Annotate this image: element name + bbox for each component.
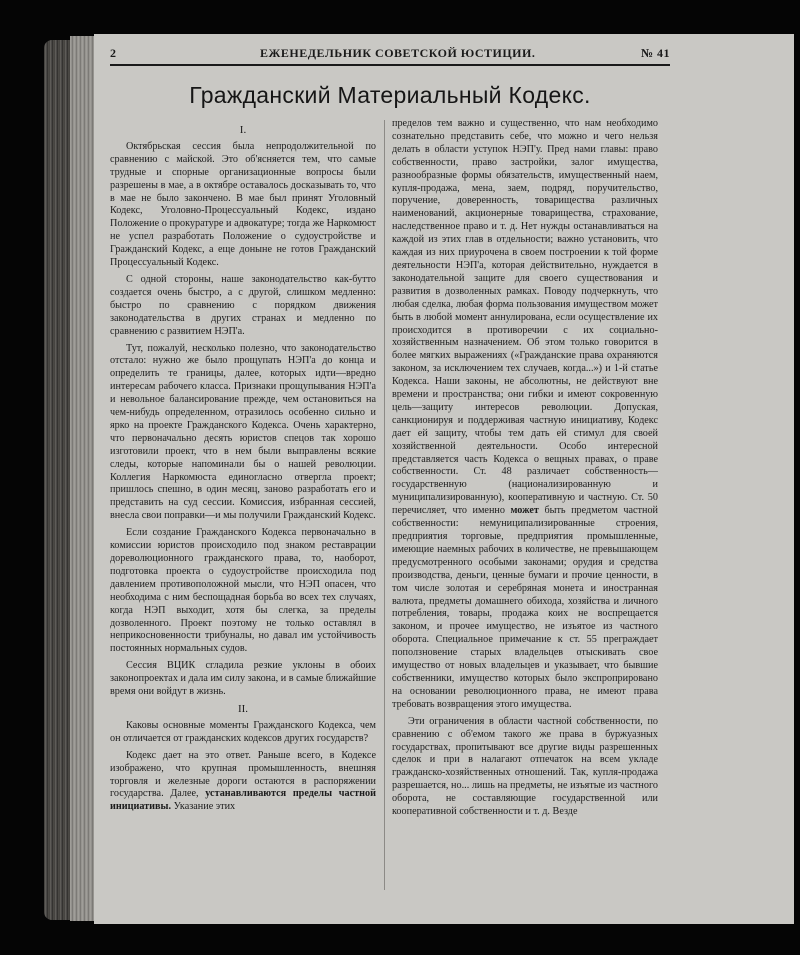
paragraph: Каковы основные моменты Гражданского Кодекса, чем он отличается от гражданских кодексов других государств? [110,719,376,744]
bold-text: устанавливаются пределы частной инициативы. [110,788,376,813]
paragraph: Если создание Гражданского Кодекса первоначально в комиссии юристов происходило под знаком реставрации дореволюционного гражданского права, то, наоборот, подготовка проекта о судоустройстве происходила под давлением противоположной мысли, что НЭП опасен, что необходима с ним беспощадная борьба во всех тех случаях, когда НЭП выходит, хотя бы слегка, за пределы дозволенного. Проект поэтому не только оставлял в неприкосновенности трибуналы, но давал им устойчивость постоянных нормальных судов. [110,527,376,655]
paragraph: Октябрьская сессия была непродолжительной по сравнению с майской. Это об'ясняется тем, что самые трудные и спорные организационные вопросы были разрешены в мае, а в октябре оставалось досказывать то, что в мае не было закончено. В мае был принят Уголовный Кодекс, Уголовно-Процессуальный Кодекс, издано Положение о прокуратуре и адвокатуре; тогда же Наркомюст не успел разработать Положение о судоустройстве и Гражданский Кодекс, а еще доныне не готов Гражданский Процессуальный Кодекс. [110,140,376,269]
section-heading-2: II. [237,702,249,715]
running-header [110,44,670,66]
bold-text: может [510,505,539,517]
right-column [392,118,658,823]
journal-title: ЕЖЕНЕДЕЛЬНИК СОВЕТСКОЙ ЮСТИЦИИ. [260,46,536,60]
issue-number: № 41 [640,46,670,60]
paragraph: Тут, пожалуй, несколько полезно, что законодательство отстало: нужно же было прощупать НЭП'а до конца и определить те границы, далее, которых идти—вредно интересам рабочего класса. Признаки прощупывания НЭП'а и невольное балансирование прежде, чем остановиться на чем-нибудь определенном, отразилось особенно сильно и ярко на проекте Гражданского Кодекса. Очень характерно, что первоначально десять юристов спецов так хорошо изготовили проект, что в нем были выправлены всякие следы, которые напоминали бы о нашей революции. Коллегия Наркомюста единогласно отвергла проект; пришлось спешно, в один месяц, заново разработать его и представить на суд сессии. Комиссия, избранная сессией, внесла свои поправки—и мы получили Гражданский Кодекс. [110,342,376,522]
text-run: пределов тем важно и существенно, что нам необходимо сознательно представить себе, что можно и чего нельзя делать в области уступок НЭП'у. Пред нами главы: право собственности, право застройки, залог имущества, разнообразные формы обязательств, имущественный наем, купля-продажа, мена, заем, подряд, поручительство, поручение, доверенность, товарищества различных наименований, акционерные товарищества, страхование, наследственное право и т. д. Нет нужды останавливаться на каждой из этих глав в отдельности; важно установить, что каждая из них приурочена в своем построении к той форме деятельности НЭП'а, которая действительно, нуждается в законодательной защите для своего существования и развития в дозволенных рамках. Поводу подчеркнуть, что любая сделка, любая форма пользования имуществом может быть в любой момент аннулирована, если осуществление их происходится в противоречии с их социально-хозяйственным назначением. Об этом только говорится в более мягких выражениях («Гражданские права охраняются законом, за исключением тех случаев, когда...») и 1-й статье Кодекса. Наши законы, не абсолютны, не действуют вне времени и пространства; они гибки и имеют сокровенную цель—защиту интересов революции. Допуская, санкционируя и поддерживая частную инициативу, Кодекс дает ей защиту, чтобы тем дать ей стимул для своей хозяйственной деятельности. Особо интересной представляется часть Кодекса о вещных правах, о праве собственности. Ст. 48 различает собственность—государственную (национализированную и муниципализированную), кооперативную и частную. Ст. 50 перечисляет, что именно [392,118,658,517]
page-number: 2 [110,46,117,60]
paragraph: Эти ограничения в области частной собственности, по сравнению с об'емом такого же права в буржуазных государствах, пропитывают все другие виды разрешенных сделок и при в налагают отпечаток на всем укладе гражданско-хозяйственных отношений. Так, купля-продажа разрешается, но... лишь на предметы, не изъятые из частного оборота, не составляющие государственной или кооперативной собственности и т. д. Везде [392,715,658,818]
paragraph: С одной стороны, наше законодательство как-бутто создается очень быстро, а с другой, слишком медленно: быстро по сравнению с порядком движения законодательства в других странах и медленно по сравнению с развитием НЭП'а. [110,273,376,337]
left-column [110,120,376,818]
column-divider [384,120,385,890]
paragraph [392,118,658,712]
book-page-stack [70,36,96,921]
text-run: Указание этих [171,801,236,813]
paragraph: Сессия ВЦИК сгладила резкие уклоны в обоих законопроектах и дала им силу закона, и в самые ближайшие время они войдут в жизнь. [110,660,376,698]
text-run: Кодекс дает на это ответ. Раньше всего, в Кодексе изображено, что крупная промышленность, внешняя торговля и железные дороги остаются в распоряжении государства. Далее, [110,749,376,800]
article-title: Гражданский Материальный Кодекс. [189,82,591,108]
text-run: быть предметом частной собственности: немуниципализированные строения, предприятия торговые, предприятия промышленные, имеющие наемных рабочих в количестве, не превышающем предусмотренного особыми законами; орудия и средства производства, деньги, ценные бумаги и прочие ценности, в том числе золотая и серебряная монета и иностранная валюта, предметы домашнего обихода, хозяйства и личного потребления, товары, продажа коих не воспрещается законом, и прочее имущество, не изъятое из частного оборота. Специальное примечание к ст. 55 преграждает поползновение старых владельцев отыскивать свое имущество от новых владельцев и указывает, что бывшие собственники, имущество которых было экспроприровано на основании революционного права, не имеют права требовать возвращения этого имущества. [392,505,658,710]
paragraph [110,750,376,815]
section-heading-1: I. [239,124,247,136]
